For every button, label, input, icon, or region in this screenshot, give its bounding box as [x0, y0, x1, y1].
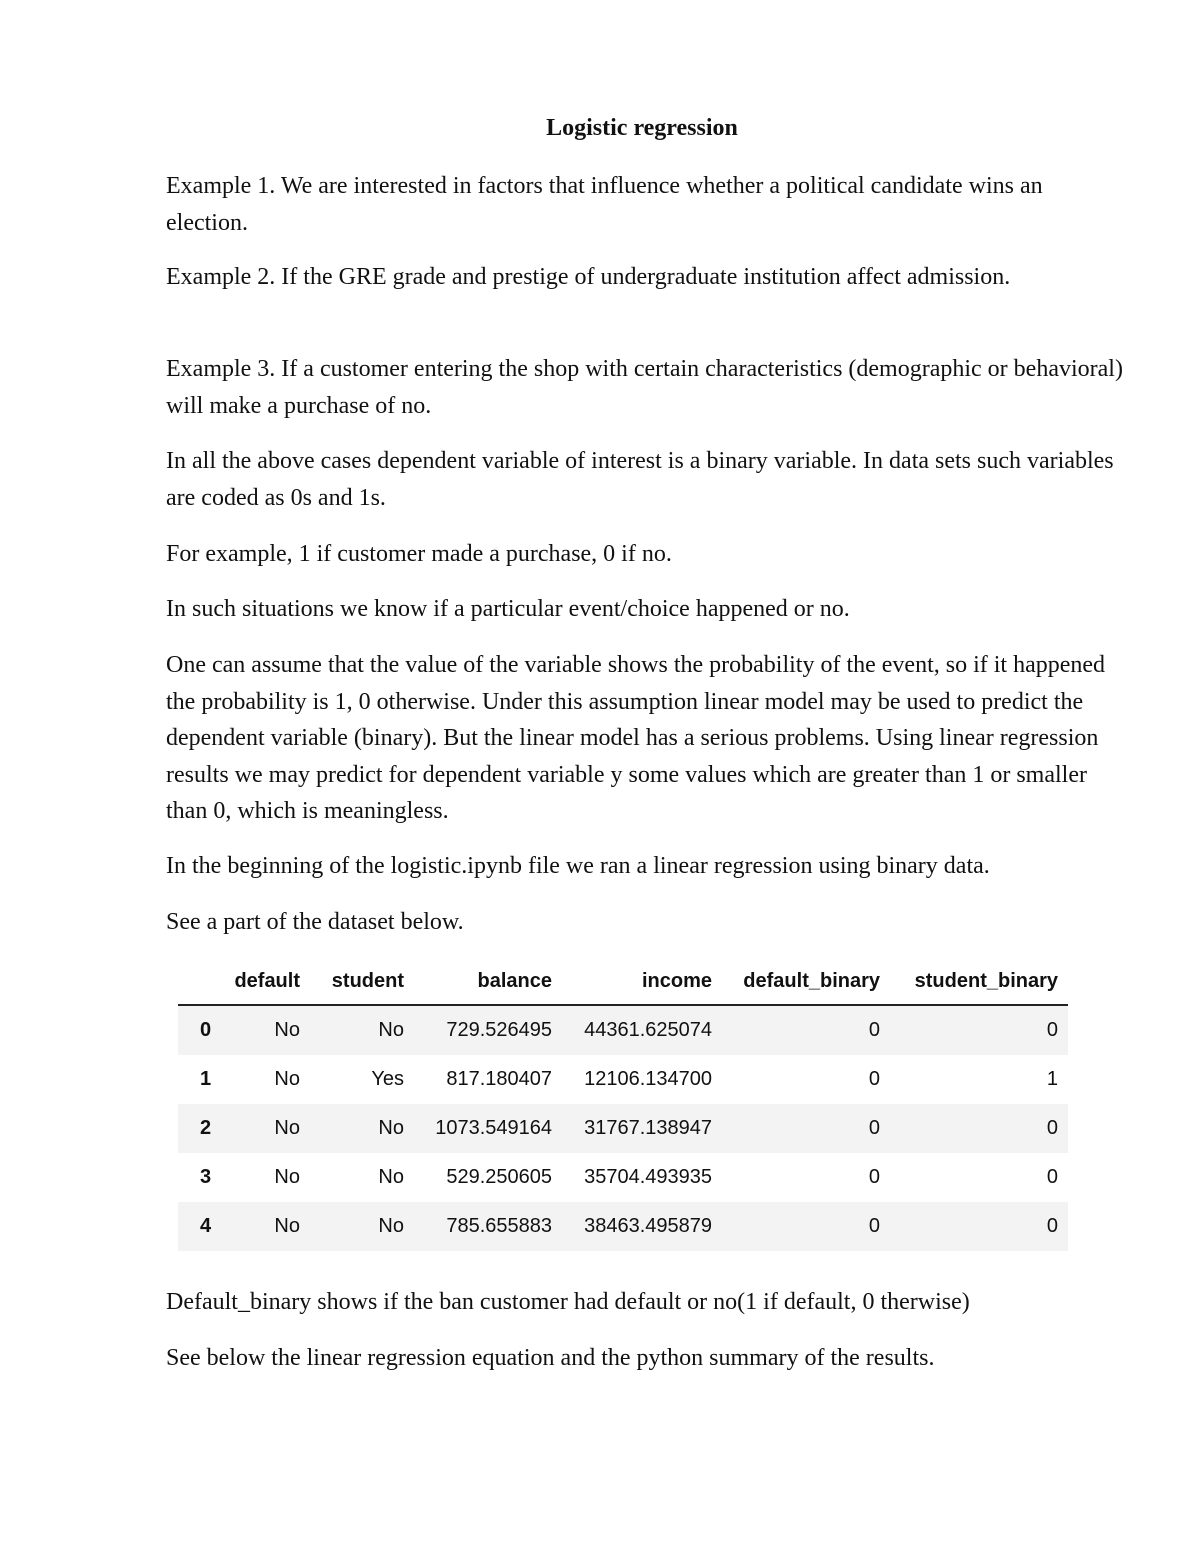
cell-default: No — [230, 1005, 310, 1055]
paragraph-see-dataset: See a part of the dataset below. — [166, 909, 464, 935]
paragraph-example-3: Example 3. If a customer entering the shop with certain characteristics (demographic or behavioral) will make a purchase of no. — [166, 356, 1123, 419]
table-row — [178, 1202, 1068, 1251]
cell-balance: 785.655883 — [414, 1202, 562, 1251]
document-title: Logistic regression — [546, 115, 738, 141]
column-header-student: student — [310, 958, 414, 1005]
paragraph-logistic-ipynb: In the beginning of the logistic.ipynb file we ran a linear regression using binary data. — [166, 853, 990, 879]
row-index: 0 — [178, 1005, 230, 1055]
paragraph-linear-model-problem: One can assume that the value of the variable shows the probability of the event, so if it happened the probability is 1, 0 otherwise. Under this assumption linear model may be used to predict the dependent variable (binary). But the linear model has a serious problems. Using linear regression results we may predict for dependent variable y some values which are greater than 1 or smaller than 0, which is meaningless. — [166, 652, 1106, 824]
cell-student: No — [310, 1202, 414, 1251]
table-row — [178, 1055, 1068, 1104]
cell-student-binary: 1 — [890, 1055, 1068, 1104]
paragraph-see-below: See below the linear regression equation and the python summary of the results. — [166, 1345, 935, 1371]
table-header-row — [178, 958, 1068, 1005]
column-header-default: default — [230, 958, 310, 1005]
column-header-income: income — [562, 958, 722, 1005]
column-header-index — [178, 958, 230, 1005]
cell-balance: 1073.549164 — [414, 1104, 562, 1153]
row-index: 1 — [178, 1055, 230, 1104]
dataframe-table — [178, 958, 1068, 1251]
paragraph-example-1: Example 1. We are interested in factors that influence whether a political candidate wins an election. — [166, 173, 1043, 236]
cell-default: No — [230, 1202, 310, 1251]
row-index: 4 — [178, 1202, 230, 1251]
table-row — [178, 1005, 1068, 1055]
cell-balance: 729.526495 — [414, 1005, 562, 1055]
paragraph-for-example: For example, 1 if customer made a purchase, 0 if no. — [166, 541, 672, 567]
cell-student: No — [310, 1153, 414, 1202]
cell-student-binary: 0 — [890, 1104, 1068, 1153]
cell-default-binary: 0 — [722, 1153, 890, 1202]
table-row — [178, 1153, 1068, 1202]
cell-income: 12106.134700 — [562, 1055, 722, 1104]
cell-default: No — [230, 1153, 310, 1202]
paragraph-such-situations: In such situations we know if a particular event/choice happened or no. — [166, 596, 850, 622]
cell-student-binary: 0 — [890, 1202, 1068, 1251]
cell-student-binary: 0 — [890, 1153, 1068, 1202]
dataframe-table-wrapper — [178, 958, 1068, 1251]
cell-default-binary: 0 — [722, 1104, 890, 1153]
paragraph-default-binary: Default_binary shows if the ban customer had default or no(1 if default, 0 therwise) — [166, 1289, 970, 1315]
cell-income: 38463.495879 — [562, 1202, 722, 1251]
cell-balance: 817.180407 — [414, 1055, 562, 1104]
cell-income: 31767.138947 — [562, 1104, 722, 1153]
paragraph-binary-variable: In all the above cases dependent variable of interest is a binary variable. In data sets such variables are coded as 0s and 1s. — [166, 448, 1114, 511]
row-index: 2 — [178, 1104, 230, 1153]
cell-income: 35704.493935 — [562, 1153, 722, 1202]
cell-student-binary: 0 — [890, 1005, 1068, 1055]
row-index: 3 — [178, 1153, 230, 1202]
cell-income: 44361.625074 — [562, 1005, 722, 1055]
cell-default-binary: 0 — [722, 1005, 890, 1055]
cell-balance: 529.250605 — [414, 1153, 562, 1202]
cell-student: No — [310, 1005, 414, 1055]
cell-default-binary: 0 — [722, 1055, 890, 1104]
paragraph-example-2: Example 2. If the GRE grade and prestige of undergraduate institution affect admission. — [166, 264, 1011, 290]
cell-student: No — [310, 1104, 414, 1153]
cell-default-binary: 0 — [722, 1202, 890, 1251]
column-header-default-binary: default_binary — [722, 958, 890, 1005]
cell-default: No — [230, 1055, 310, 1104]
cell-default: No — [230, 1104, 310, 1153]
column-header-balance: balance — [414, 958, 562, 1005]
column-header-student-binary: student_binary — [890, 958, 1068, 1005]
cell-student: Yes — [310, 1055, 414, 1104]
table-row — [178, 1104, 1068, 1153]
